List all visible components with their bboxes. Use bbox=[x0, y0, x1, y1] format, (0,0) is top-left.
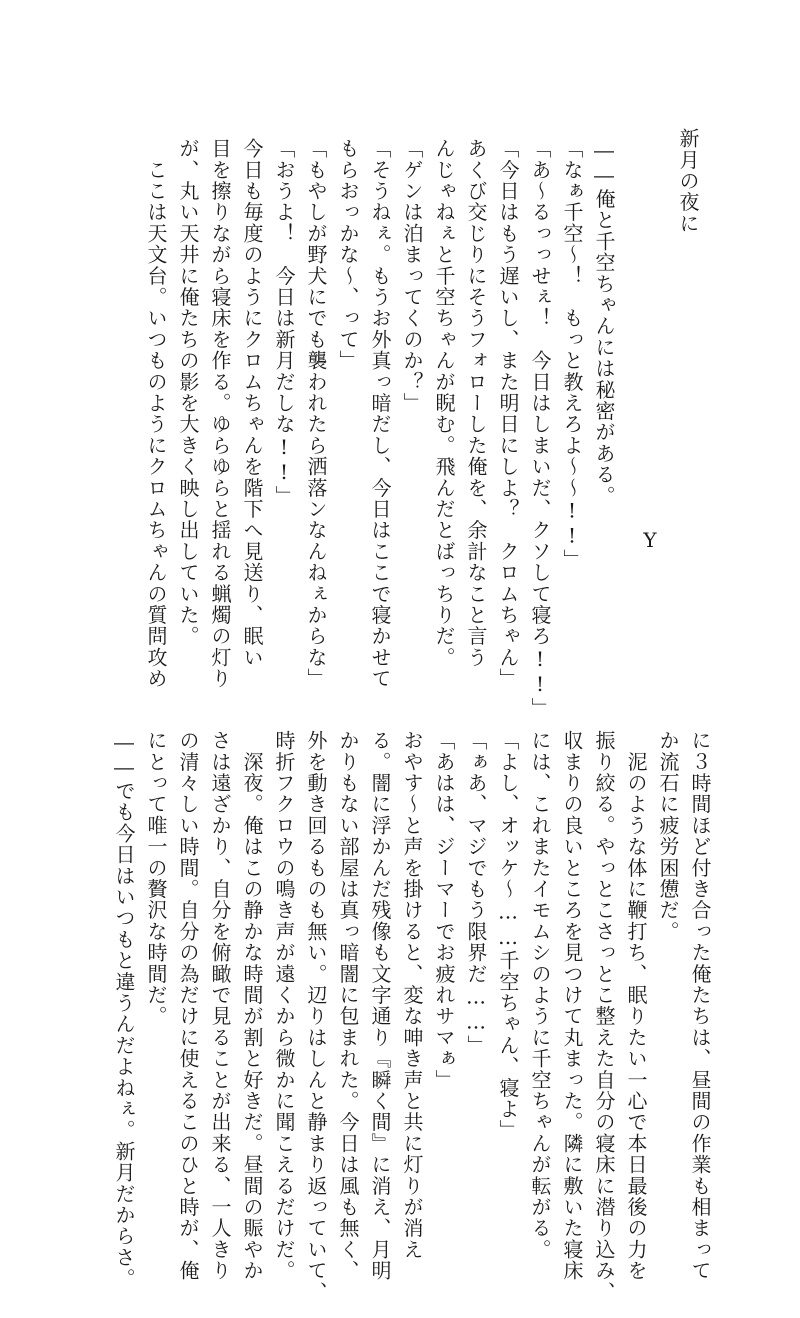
upper-text-block bbox=[100, 138, 620, 719]
paragraph: 「もやしが野犬にでも襲われたら洒落ンなんねぇからな」 bbox=[304, 138, 328, 690]
paragraph: に３時間ほど付き合った俺たちは、昼間の作業も相まって bbox=[688, 730, 712, 1282]
paragraph: 時折フクロウの鳴き声が遠くから微かに聞こえるだけだ。 bbox=[272, 730, 296, 1282]
paragraph: 「おうよ！ 今日は新月だしな!!」 bbox=[272, 138, 296, 507]
paragraph: 「よし、オッケ～……千空ちゃん、寝よ」 bbox=[496, 730, 520, 1141]
paragraph: ここは天文台。いつものようにクロムちゃんの質問攻め bbox=[144, 138, 168, 690]
paragraph: が、丸い天井に俺たちの影を大きく映し出していた。 bbox=[176, 138, 200, 647]
paragraph: ――でも今日はいつもと違うんだよねぇ。新月だからさ。 bbox=[112, 730, 136, 1290]
paragraph: 「あ～るっっせぇ！ 今日はしまいだ、クソして寝ろ!!」 bbox=[528, 138, 552, 719]
paragraph: んじゃねぇと千空ちゃんが睨む。飛んだとばっちりだ。 bbox=[432, 138, 456, 668]
paragraph: る。闇に浮かんだ残像も文字通り『瞬く間』に消え、月明 bbox=[368, 730, 392, 1282]
paragraph: か流石に疲労困憊だ。 bbox=[656, 730, 680, 942]
paragraph: 「ぁあ、マジでもう限界だ……」 bbox=[464, 730, 488, 1056]
paragraph: もらおっかな～、って」 bbox=[336, 138, 360, 372]
paragraph: 「今日はもう遅いし、また明日にしよ？ クロムちゃん」 bbox=[496, 138, 520, 690]
paragraph: さは遠ざかり、自分を俯瞰で見ることが出来る、一人きり bbox=[208, 730, 232, 1282]
paragraph: の清々しい時間。自分の為だけに使えるこのひと時が、俺 bbox=[176, 730, 200, 1282]
paragraph: には、これまたイモムシのように千空ちゃんが転がる。 bbox=[528, 730, 552, 1260]
paragraph: 収まりの良いところを見つけて丸まった。隣に敷いた寝床 bbox=[560, 730, 584, 1282]
paragraph: 今日も毎度のようにクロムちゃんを階下へ見送り、眠い bbox=[240, 138, 264, 668]
paragraph: 「ゲンは泊まってくのか？」 bbox=[400, 138, 424, 414]
paragraph: 振り絞る。やっとこさっとこ整えた自分の寝床に潜り込み、 bbox=[592, 730, 616, 1303]
paragraph: あくび交じりにそうフォローした俺を、余計なこと言う bbox=[464, 138, 488, 668]
story-title: 新月の夜に bbox=[676, 128, 700, 234]
paragraph: にとって唯一の贅沢な時間だ。 bbox=[144, 730, 168, 1027]
paragraph: 深夜。俺はこの静かな時間が割と好きだ。昼間の賑やか bbox=[240, 730, 264, 1282]
author-name: Y bbox=[643, 528, 657, 552]
paragraph: 目を擦りながら寝床を作る。ゆらゆらと揺れる蝋燭の灯り bbox=[208, 138, 232, 690]
paragraph: おやす～と声を掛けると、変な呻き声と共に灯りが消え bbox=[400, 730, 424, 1261]
paragraph: ――俺と千空ちゃんには秘密がある。 bbox=[592, 138, 616, 507]
paragraph: かりもない部屋は真っ暗闇に包まれた。今日は風も無く、 bbox=[336, 730, 360, 1282]
paragraph: 「なぁ千空～！ もっと教えろよ～～!!」 bbox=[560, 138, 584, 570]
paragraph: 外を動き回るものも無い。辺りはしんと静まり返っていて、 bbox=[304, 730, 328, 1303]
paragraph: 「あはは、ジーマーでお疲れサマぁ」 bbox=[432, 730, 456, 1091]
paragraph: 泥のような体に鞭打ち、眠りたい一心で本日最後の力を bbox=[624, 730, 648, 1282]
paragraph: 「そうねぇ。もうお外真っ暗だし、今日はここで寝かせて bbox=[368, 138, 392, 690]
lower-text-block bbox=[112, 730, 716, 1303]
